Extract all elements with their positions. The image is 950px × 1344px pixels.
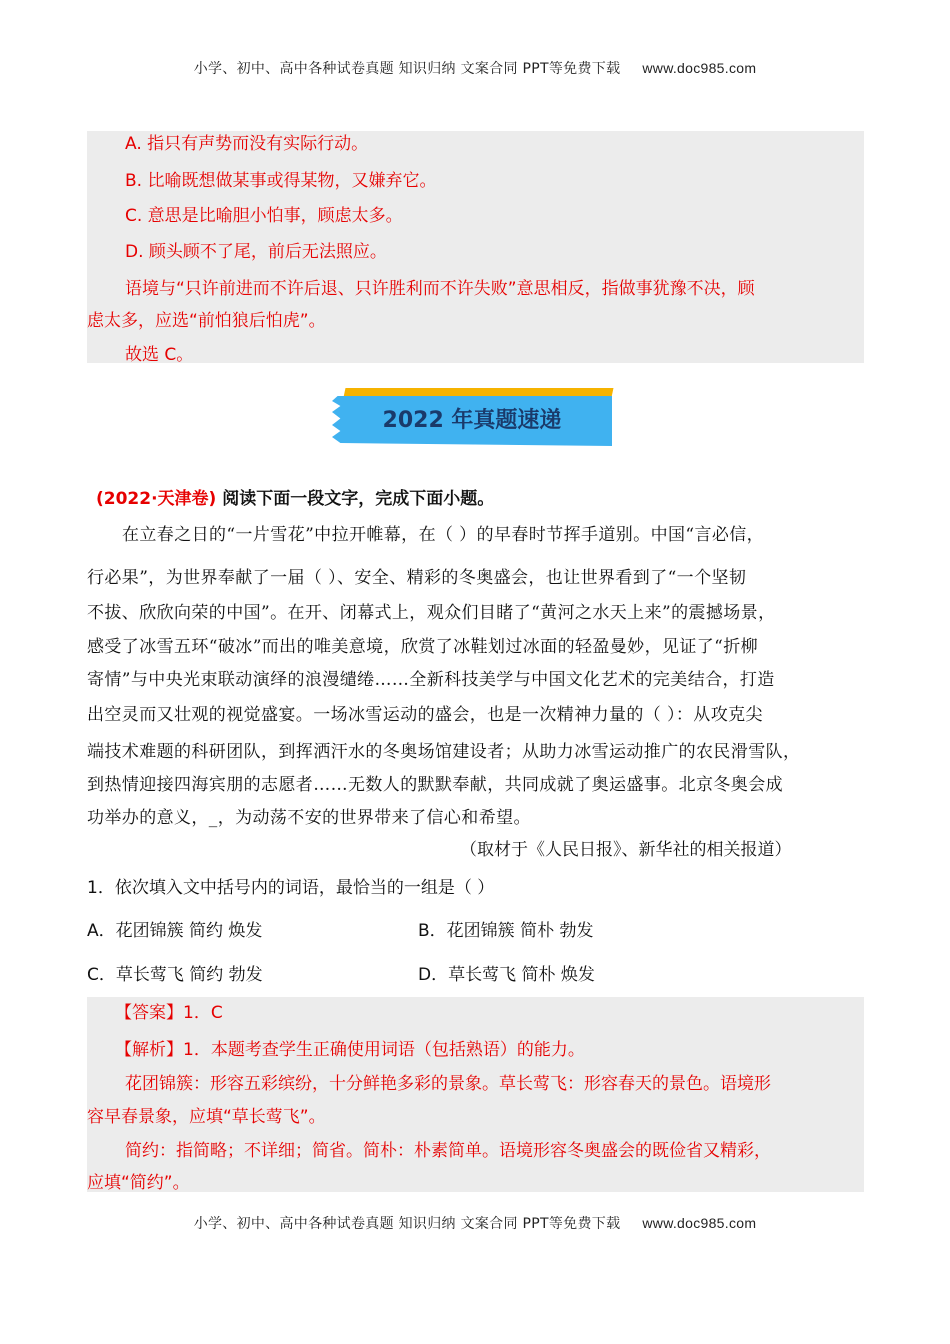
question-instruction: 阅读下面一段文字，完成下面小题。 xyxy=(222,489,495,509)
prev-answer-line-c: C. 意思是比喻胆小怕事，顾虑太多。 xyxy=(125,206,403,226)
footer-url[interactable]: www.doc985.com xyxy=(642,1215,757,1231)
analysis-line: 【解析】1．本题考查学生正确使用词语（包括熟语）的能力。 xyxy=(115,1040,585,1060)
analysis-detail: 容早春景象，应填“草长莺飞”。 xyxy=(87,1107,326,1127)
question-1-stem: 1．依次填入文中括号内的词语，最恰当的一组是（ ） xyxy=(87,878,495,898)
option-b[interactable]: B．花团锦簇 简朴 勃发 xyxy=(418,921,594,941)
passage-line: 行必果”，为世界奉献了一届（ ）、安全、精彩的冬奥盛会，也让世界看到了“一个坚韧 xyxy=(87,568,747,588)
banner-title: 2022 年真题速递 xyxy=(382,408,562,433)
prev-answer-conclusion: 故选 C。 xyxy=(125,345,194,365)
passage-citation: （取材于《人民日报》、新华社的相关报道） xyxy=(460,840,792,860)
option-c[interactable]: C．草长莺飞 简约 勃发 xyxy=(87,965,263,985)
analysis-detail: 应填“简约”。 xyxy=(87,1173,190,1193)
passage-line: 到热情迎接四海宾朋的志愿者……无数人的默默奉献，共同成就了奥运盛事。北京冬奥会成 xyxy=(87,775,783,795)
question-source: (2022·天津卷) xyxy=(96,489,217,509)
header-text: 小学、初中、高中各种试卷真题 知识归纳 文案合同 PPT等免费下载 xyxy=(193,61,621,77)
answer-line: 【答案】1．C xyxy=(115,1003,223,1023)
passage-line: 寄情”与中央光束联动演绎的浪漫缱绻……全新科技美学与中国文化艺术的完美结合，打造 xyxy=(87,670,775,690)
passage-line: 感受了冰雪五环“破冰”而出的唯美意境，欣赏了冰鞋划过冰面的轻盈曼妙，见证了“折柳 xyxy=(87,637,759,657)
analysis-detail: 花团锦簇：形容五彩缤纷，十分鲜艳多彩的景象。草长莺飞：形容春天的景色。语境形 xyxy=(125,1074,771,1094)
section-banner xyxy=(332,388,615,450)
footer-text: 小学、初中、高中各种试卷真题 知识归纳 文案合同 PPT等免费下载 xyxy=(193,1216,621,1232)
prev-answer-explanation-1: 语境与“只许前进而不许后退、只许胜利而不许失败”意思相反，指做事犹豫不决，顾 xyxy=(125,279,755,299)
prev-answer-line-a: A. 指只有声势而没有实际行动。 xyxy=(125,134,369,154)
prev-answer-line-d: D. 顾头顾不了尾，前后无法照应。 xyxy=(125,242,387,262)
question-title xyxy=(96,484,494,509)
passage-line: 在立春之日的“一片雪花”中拉开帷幕，在（ ）的早春时节挥手道别。中国“言必信， xyxy=(122,525,765,545)
page-footer xyxy=(0,1213,950,1233)
prev-answer-explanation-2: 虑太多，应选“前怕狼后怕虎”。 xyxy=(87,311,326,331)
passage-line: 出空灵而又壮观的视觉盛宴。一场冰雪运动的盛会，也是一次精神力量的（ ）：从攻克尖 xyxy=(87,705,763,725)
passage-line: 不拔、欣欣向荣的中国”。在开、闭幕式上，观众们目睹了“黄河之水天上来”的震撼场景， xyxy=(87,603,776,623)
passage-line: 功举办的意义，_，为动荡不安的世界带来了信心和希望。 xyxy=(87,808,531,828)
page-header xyxy=(0,58,950,78)
analysis-detail: 简约：指简略；不详细；简省。简朴：朴素简单。语境形容冬奥盛会的既俭省又精彩， xyxy=(125,1141,771,1161)
passage-line: 端技术难题的科研团队，到挥洒汗水的冬奥场馆建设者；从助力冰雪运动推广的农民滑雪队， xyxy=(87,742,801,762)
option-a[interactable]: A．花团锦簇 简约 焕发 xyxy=(87,921,263,941)
prev-answer-line-b: B. 比喻既想做某事或得某物，又嫌弃它。 xyxy=(125,171,437,191)
option-d[interactable]: D．草长莺飞 简朴 焕发 xyxy=(418,965,595,985)
header-url[interactable]: www.doc985.com xyxy=(642,60,757,76)
